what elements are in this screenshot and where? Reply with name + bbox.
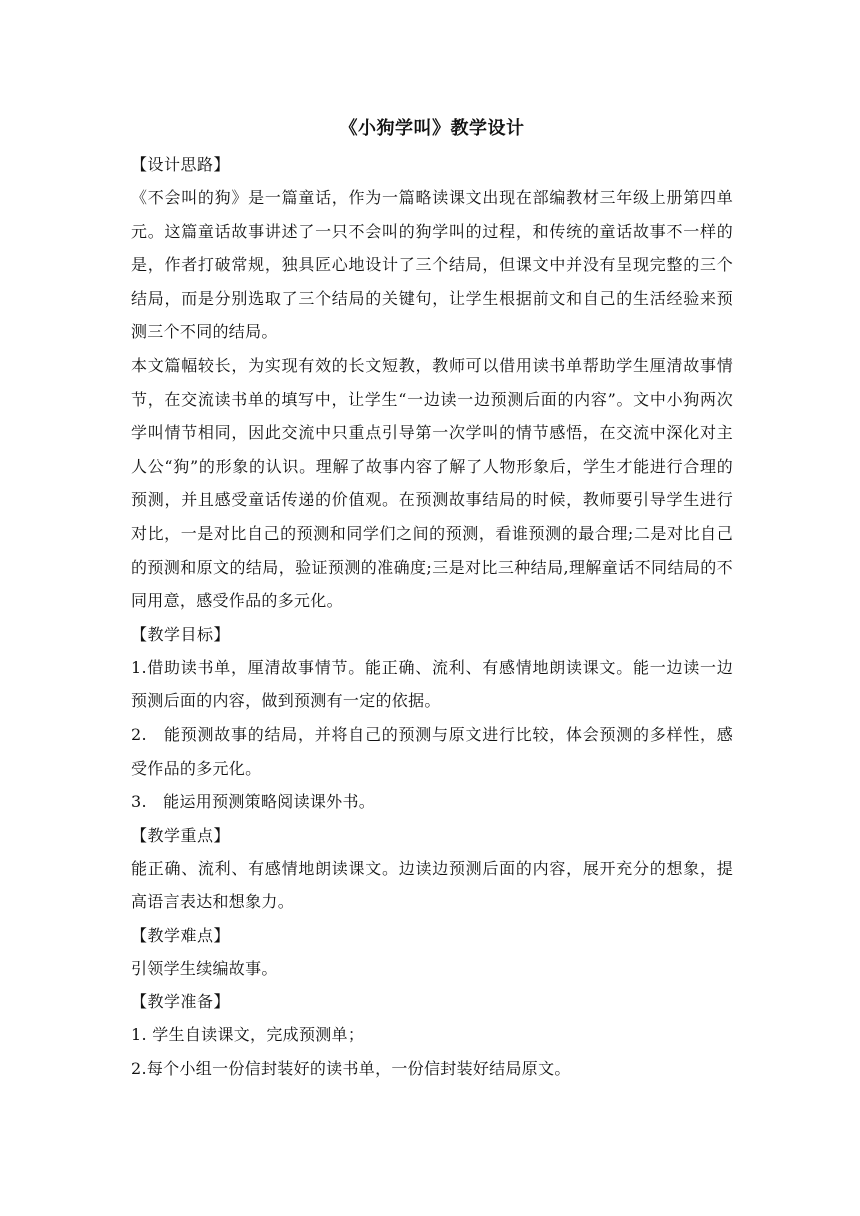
section-heading-goals: 【教学目标】 [131,624,231,644]
document-body [131,112,733,1086]
paragraph: 能正确、流利、有感情地朗读课文。边读边预测后面的内容，展开充分的想象，提高语言表达和想象力。 [131,858,733,912]
list-item: 1.借助读书单，厘清故事情节。能正确、流利、有感情地朗读课文。能一边读一边预测后面的内容，做到预测有一定的依据。 [131,657,733,711]
paragraph: 本文篇幅较长，为实现有效的长文短教，教师可以借用读书单帮助学生厘清故事情节，在交流读书单的填写中，让学生“一边读一边预测后面的内容”。文中小狗两次学叫情节相同，因此交流中只重点引导第一次学叫的情节感悟，在交流中深化对主人公“狗”的形象的认识。理解了故事内容了解了人物形象后，学生才能进行合理的预测，并且感受童话传递的价值观。在预测故事结局的时候，教师要引导学生进行对比，一是对比自己的预测和同学们之间的预测，看谁预测的最合理;二是对比自己的预测和原文的结局，验证预测的准确度;三是对比三种结局,理解童话不同结局的不同用意，感受作品的多元化。 [131,355,733,611]
section-heading-preparation: 【教学准备】 [131,992,231,1012]
list-item: 2. 能预测故事的结局，并将自己的预测与原文进行比较，体会预测的多样性，感受作品的多元化。 [131,724,733,778]
list-item: 3. 能运用预测策略阅读课外书。 [131,792,376,812]
paragraph: 《不会叫的狗》是一篇童话，作为一篇略读课文出现在部编教材三年级上册第四单元。这篇童话故事讲述了一只不会叫的狗学叫的过程，和传统的童话故事不一样的是，作者打破常规，独具匠心地设计了三个结局，但课文中并没有呈现完整的三个结局，而是分别选取了三个结局的关键句，让学生根据前文和自己的生活经验来预测三个不同的结局。 [131,188,733,342]
document-title: 《小狗学叫》教学设计 [339,118,525,139]
section-heading-difficulties: 【教学难点】 [131,925,231,945]
paragraph: 引领学生续编故事。 [131,958,278,978]
section-heading-design-idea: 【设计思路】 [131,155,231,174]
list-item: 2.每个小组一份信封装好的读书单，一份信封装好结局原文。 [131,1059,571,1079]
section-heading-key-points: 【教学重点】 [131,825,231,845]
list-item: 1. 学生自读课文，完成预测单； [131,1025,365,1045]
